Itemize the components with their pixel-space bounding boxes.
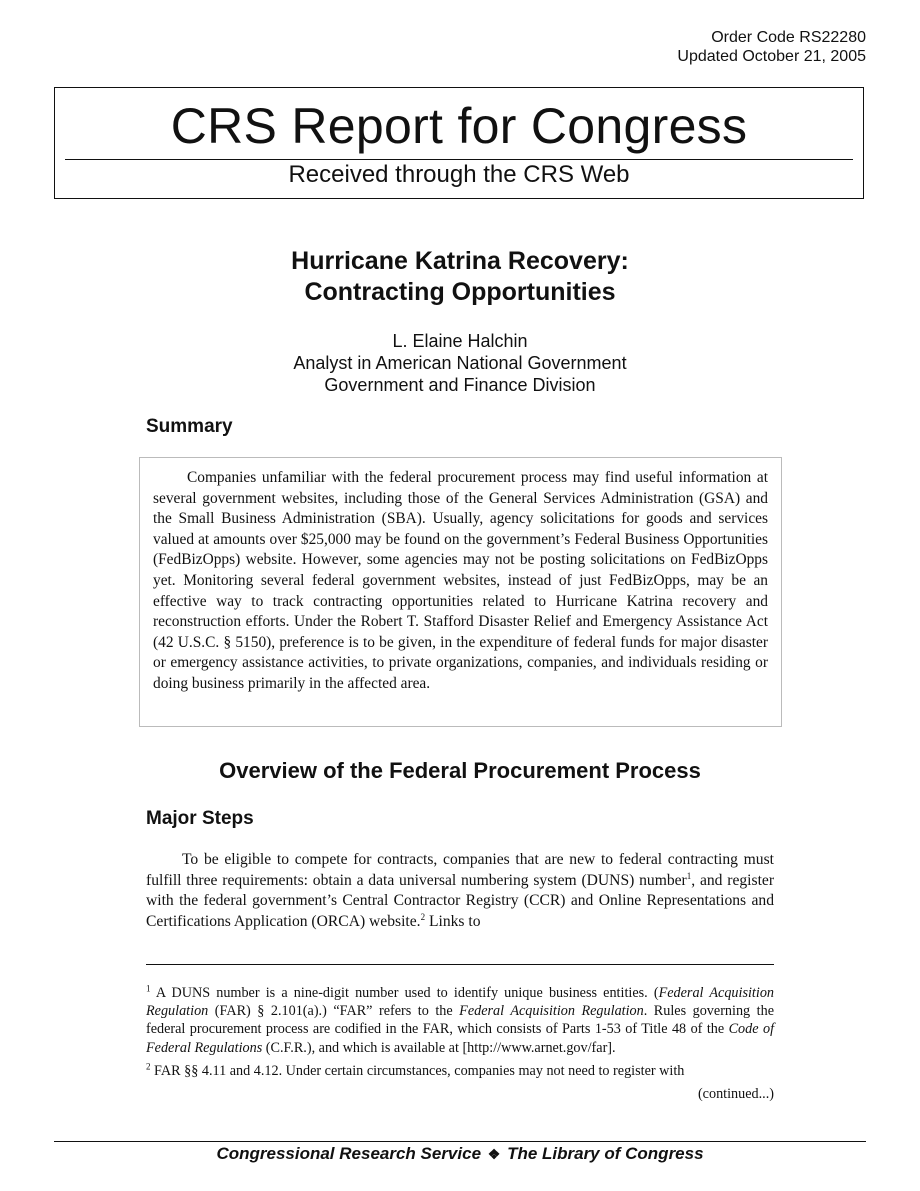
- order-code: Order Code RS22280: [711, 29, 866, 46]
- body-text-part3: Links to: [425, 912, 481, 930]
- author-division: Government and Finance Division: [324, 375, 596, 395]
- footnotes: [146, 984, 774, 1103]
- footnote-2-number: 2: [146, 1061, 151, 1072]
- footnote-continued: (continued...): [697, 1086, 774, 1103]
- masthead-title: CRS Report for Congress: [170, 98, 748, 154]
- footnote-1-text: . Rules governing the federal procurement process are codified in the FAR, which consists of Parts 1-53 of Title 48 of the: [146, 1003, 774, 1038]
- footnote-2-text: FAR §§ 4.11 and 4.12. Under certain circumstances, companies may not need to register with: [150, 1062, 685, 1079]
- updated-date: Updated October 21, 2005: [677, 48, 866, 65]
- footnote-2: [146, 1062, 774, 1080]
- section-heading: Overview of the Federal Procurement Process: [219, 758, 701, 783]
- footnote-ref-1: 1: [686, 870, 692, 881]
- masthead-rule: [65, 159, 853, 160]
- summary-box: [139, 457, 782, 727]
- summary-heading: Summary: [146, 416, 233, 437]
- body-text-part1: To be eligible to compete for contracts, companies that are new to federal contracting must fulfill three requirements: obtain a data universal numbering system (DUNS) number: [146, 851, 774, 889]
- report-title: [0, 246, 920, 308]
- report-title-line2: Contracting Opportunities: [304, 278, 616, 306]
- masthead: [54, 87, 864, 199]
- footnote-1-italic: Federal Acquisition Regulation: [459, 1003, 644, 1020]
- footer-left: Congressional Research Service: [216, 1144, 482, 1163]
- masthead-subtitle: Received through the CRS Web: [288, 161, 630, 188]
- author-block: [0, 330, 920, 396]
- footnote-rule: [146, 964, 774, 965]
- body-paragraph: [146, 850, 774, 932]
- footnote-1-number: 1: [146, 983, 151, 994]
- footer-right: The Library of Congress: [507, 1144, 704, 1163]
- order-info: [677, 28, 866, 66]
- footnote-1-text: (C.F.R.), and which is available at [http://www.arnet.gov/far].: [262, 1039, 616, 1056]
- author-position: Analyst in American National Government: [293, 353, 627, 373]
- subsection-heading: Major Steps: [146, 808, 254, 829]
- diamond-icon: ❖: [487, 1146, 501, 1162]
- summary-text: Companies unfamiliar with the federal procurement process may find useful information at several government websites, including those of the General Services Administration (GSA) and the Small Business Administration (SBA). Usually, agency solicitations for goods and services valued at amounts over $25,000 may be found on the government’s Federal Business Opportunities (FedBizOpps) website. However, some agencies may not be posting solicitations on FedBizOpps yet. Monitoring several federal government websites, instead of just FedBizOpps, may be an effective way to track contracting opportunities related to Hurricane Katrina recovery and reconstruction efforts. Under the Robert T. Stafford Disaster Relief and Emergency Assistance Act (42 U.S.C. § 5150), preference is to be given, in the expenditure of federal funds for major disaster or emergency assistance activities, to private organizations, companies, and individuals residing or doing business primarily in the affected area.: [153, 469, 768, 692]
- author-name: L. Elaine Halchin: [392, 331, 528, 351]
- footnote-1-text: A DUNS number is a nine-digit number used to identify unique business entities. (: [150, 985, 659, 1001]
- footnote-ref-2: 2: [420, 911, 426, 922]
- report-title-line1: Hurricane Katrina Recovery:: [291, 247, 629, 275]
- footnote-1-italic: Code of Federal Regulations: [146, 1021, 775, 1056]
- footnote-1: [146, 984, 774, 1057]
- body-text-part2: , and register with the federal government’s Central Contractor Registry (CCR) and Online Representations and Certifications Application (ORCA) website.: [146, 871, 775, 930]
- footer-rule: [54, 1141, 866, 1142]
- footer: [0, 1144, 920, 1164]
- footnote-1-text: (FAR) § 2.101(a).) “FAR” refers to the: [208, 1003, 460, 1020]
- footnote-1-italic: Federal Acquisition Regulation: [146, 985, 775, 1020]
